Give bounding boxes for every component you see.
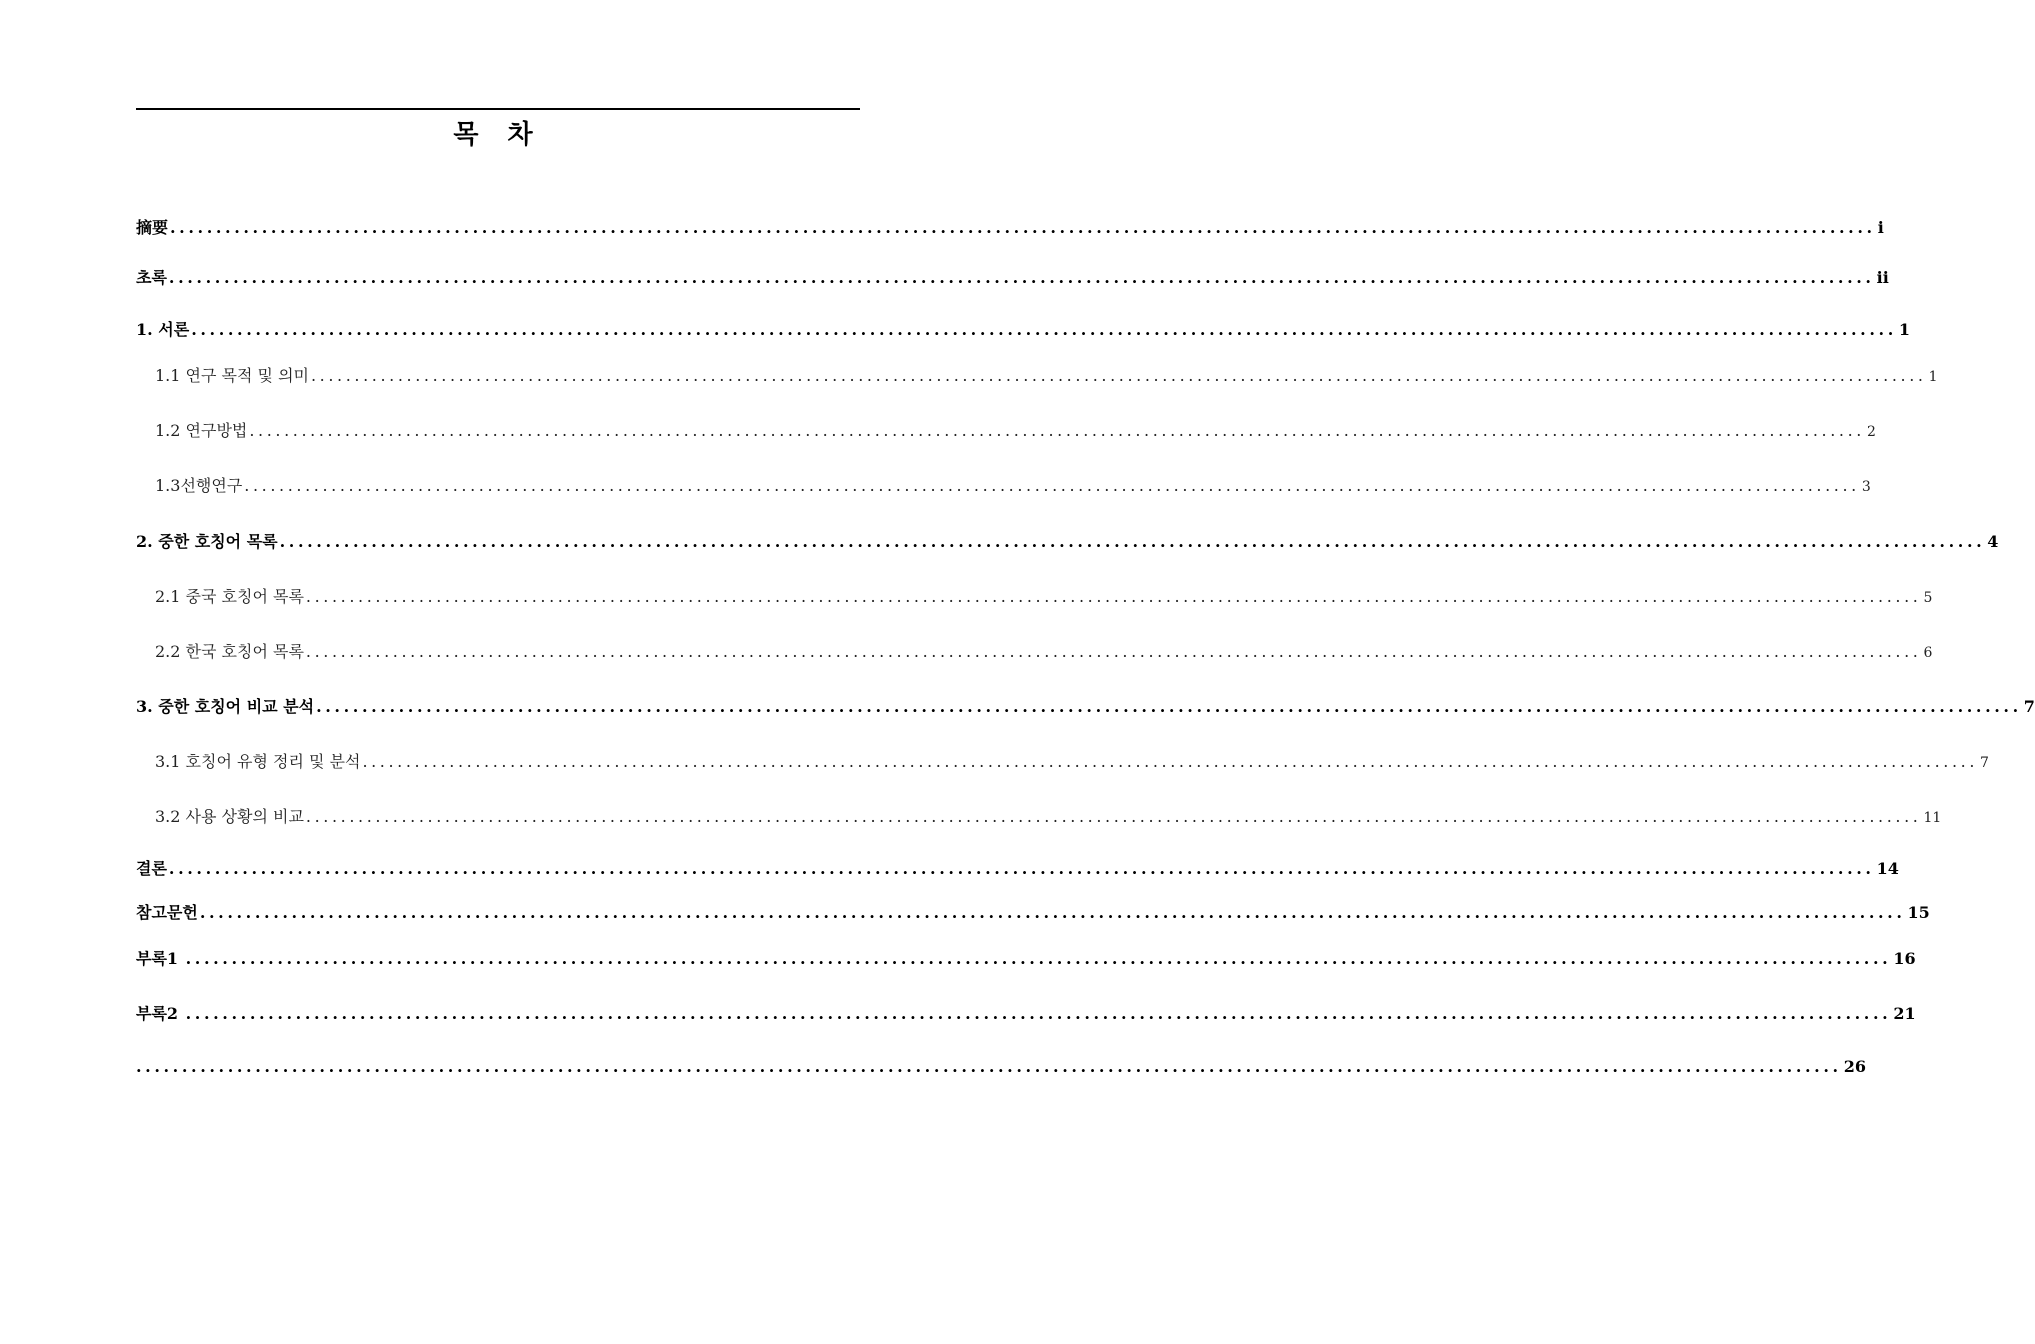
toc-entry-abstract-zh[interactable] xyxy=(136,216,1884,240)
dot-leader: .......................................................................................................................................................................................... xyxy=(249,421,1865,440)
dot-leader: .......................................................................................................................................................................................... xyxy=(170,218,1876,237)
toc-entry-label: 2.1 중국 호칭어 목록 xyxy=(155,587,304,606)
dot-leader: .......................................................................................................................................................................................... xyxy=(279,532,1986,551)
toc-entry-page: ii xyxy=(1876,268,1889,287)
toc-entry-section-1-2[interactable] xyxy=(155,419,1876,443)
dot-leader: .......................................................................................................................................................................................... xyxy=(185,1004,1892,1023)
toc-entry-chapter-1[interactable] xyxy=(136,318,1911,342)
dot-leader: .......................................................................................................................................................................................... xyxy=(362,752,1979,771)
dot-leader: .......................................................................................................................................................................................... xyxy=(199,903,1906,922)
toc-entry-label: 부록1 xyxy=(136,949,184,968)
dot-leader: .......................................................................................................................................................................................... xyxy=(136,1057,1842,1076)
dot-leader: .......................................................................................................................................................................................... xyxy=(191,320,1897,339)
toc-entry-section-3-2[interactable] xyxy=(155,805,1942,829)
toc-entry-chapter-2[interactable] xyxy=(136,530,1999,554)
toc-entry-page: 1 xyxy=(1898,320,1911,339)
top-rule xyxy=(136,108,860,110)
dot-leader: .......................................................................................................................................................................................... xyxy=(305,807,1922,826)
toc-entry-page: 15 xyxy=(1907,903,1930,922)
dot-leader: .......................................................................................................................................................................................... xyxy=(244,476,1860,495)
toc-entry-label: 1.3선행연구 xyxy=(155,476,243,495)
dot-leader: .......................................................................................................................................................................................... xyxy=(168,859,1875,878)
toc-entry-page: 3 xyxy=(1861,479,1871,495)
toc-entry-label: 3. 중한 호칭어 비교 분석 xyxy=(136,697,315,716)
toc-entry-chapter-3[interactable] xyxy=(136,695,2035,719)
toc-entry-label: 3.2 사용 상황의 비교 xyxy=(155,807,304,826)
toc-entry-page: 5 xyxy=(1923,590,1933,606)
toc-entry-page: 14 xyxy=(1876,859,1899,878)
toc-entry-label: 1.2 연구방법 xyxy=(155,421,248,440)
toc-entry-page: 26 xyxy=(1843,1057,1866,1076)
toc-entry-label: 1.1 연구 목적 및 의미 xyxy=(155,366,309,385)
toc-entry-page: 21 xyxy=(1893,1004,1916,1023)
dot-leader: .......................................................................................................................................................................................... xyxy=(305,642,1922,661)
toc-entry-page: 11 xyxy=(1923,810,1942,826)
dot-leader: .......................................................................................................................................................................................... xyxy=(310,366,1927,385)
toc-entry-label: 3.1 호칭어 유형 정리 및 분석 xyxy=(155,752,361,771)
toc-entry-appendix-1[interactable] xyxy=(136,947,1916,971)
toc-entry-page: i xyxy=(1877,218,1884,237)
toc-entry-unlabeled[interactable] xyxy=(136,1055,1866,1079)
toc-entry-conclusion[interactable] xyxy=(136,857,1899,881)
toc-entry-label: 초록 xyxy=(136,268,167,287)
dot-leader: .......................................................................................................................................................................................... xyxy=(316,697,2022,716)
toc-entry-section-2-1[interactable] xyxy=(155,585,1933,609)
toc-entry-references[interactable] xyxy=(136,901,1930,925)
toc-entry-section-1-1[interactable] xyxy=(155,364,1938,388)
toc-entry-page: 1 xyxy=(1928,369,1938,385)
dot-leader: .......................................................................................................................................................................................... xyxy=(305,587,1922,606)
toc-entry-section-3-1[interactable] xyxy=(155,750,1989,774)
toc-entry-page: 7 xyxy=(1980,755,1989,771)
toc-entry-appendix-2[interactable] xyxy=(136,1002,1916,1026)
toc-entry-label: 결론 xyxy=(136,859,167,878)
toc-entry-abstract-ko[interactable] xyxy=(136,266,1889,290)
toc-entry-label: 1. 서론 xyxy=(136,320,190,339)
toc-entry-label: 2. 중한 호칭어 목록 xyxy=(136,532,278,551)
dot-leader: .......................................................................................................................................................................................... xyxy=(185,949,1892,968)
toc-entry-page: 2 xyxy=(1866,424,1876,440)
toc-entry-label: 2.2 한국 호칭어 목록 xyxy=(155,642,304,661)
toc-entry-section-1-3[interactable] xyxy=(155,474,1871,498)
toc-entry-page: 4 xyxy=(1987,532,1999,551)
toc-entry-page: 6 xyxy=(1923,645,1933,661)
toc-entry-label: 부록2 xyxy=(136,1004,184,1023)
toc-title: 목 차 xyxy=(453,120,543,150)
toc-entry-section-2-2[interactable] xyxy=(155,640,1933,664)
toc-entry-label: 摘要 xyxy=(136,218,169,237)
dot-leader: .......................................................................................................................................................................................... xyxy=(168,268,1875,287)
toc-entry-page: 16 xyxy=(1893,949,1916,968)
toc-entry-page: 7 xyxy=(2023,697,2035,716)
toc-entry-label: 참고문헌 xyxy=(136,903,198,922)
